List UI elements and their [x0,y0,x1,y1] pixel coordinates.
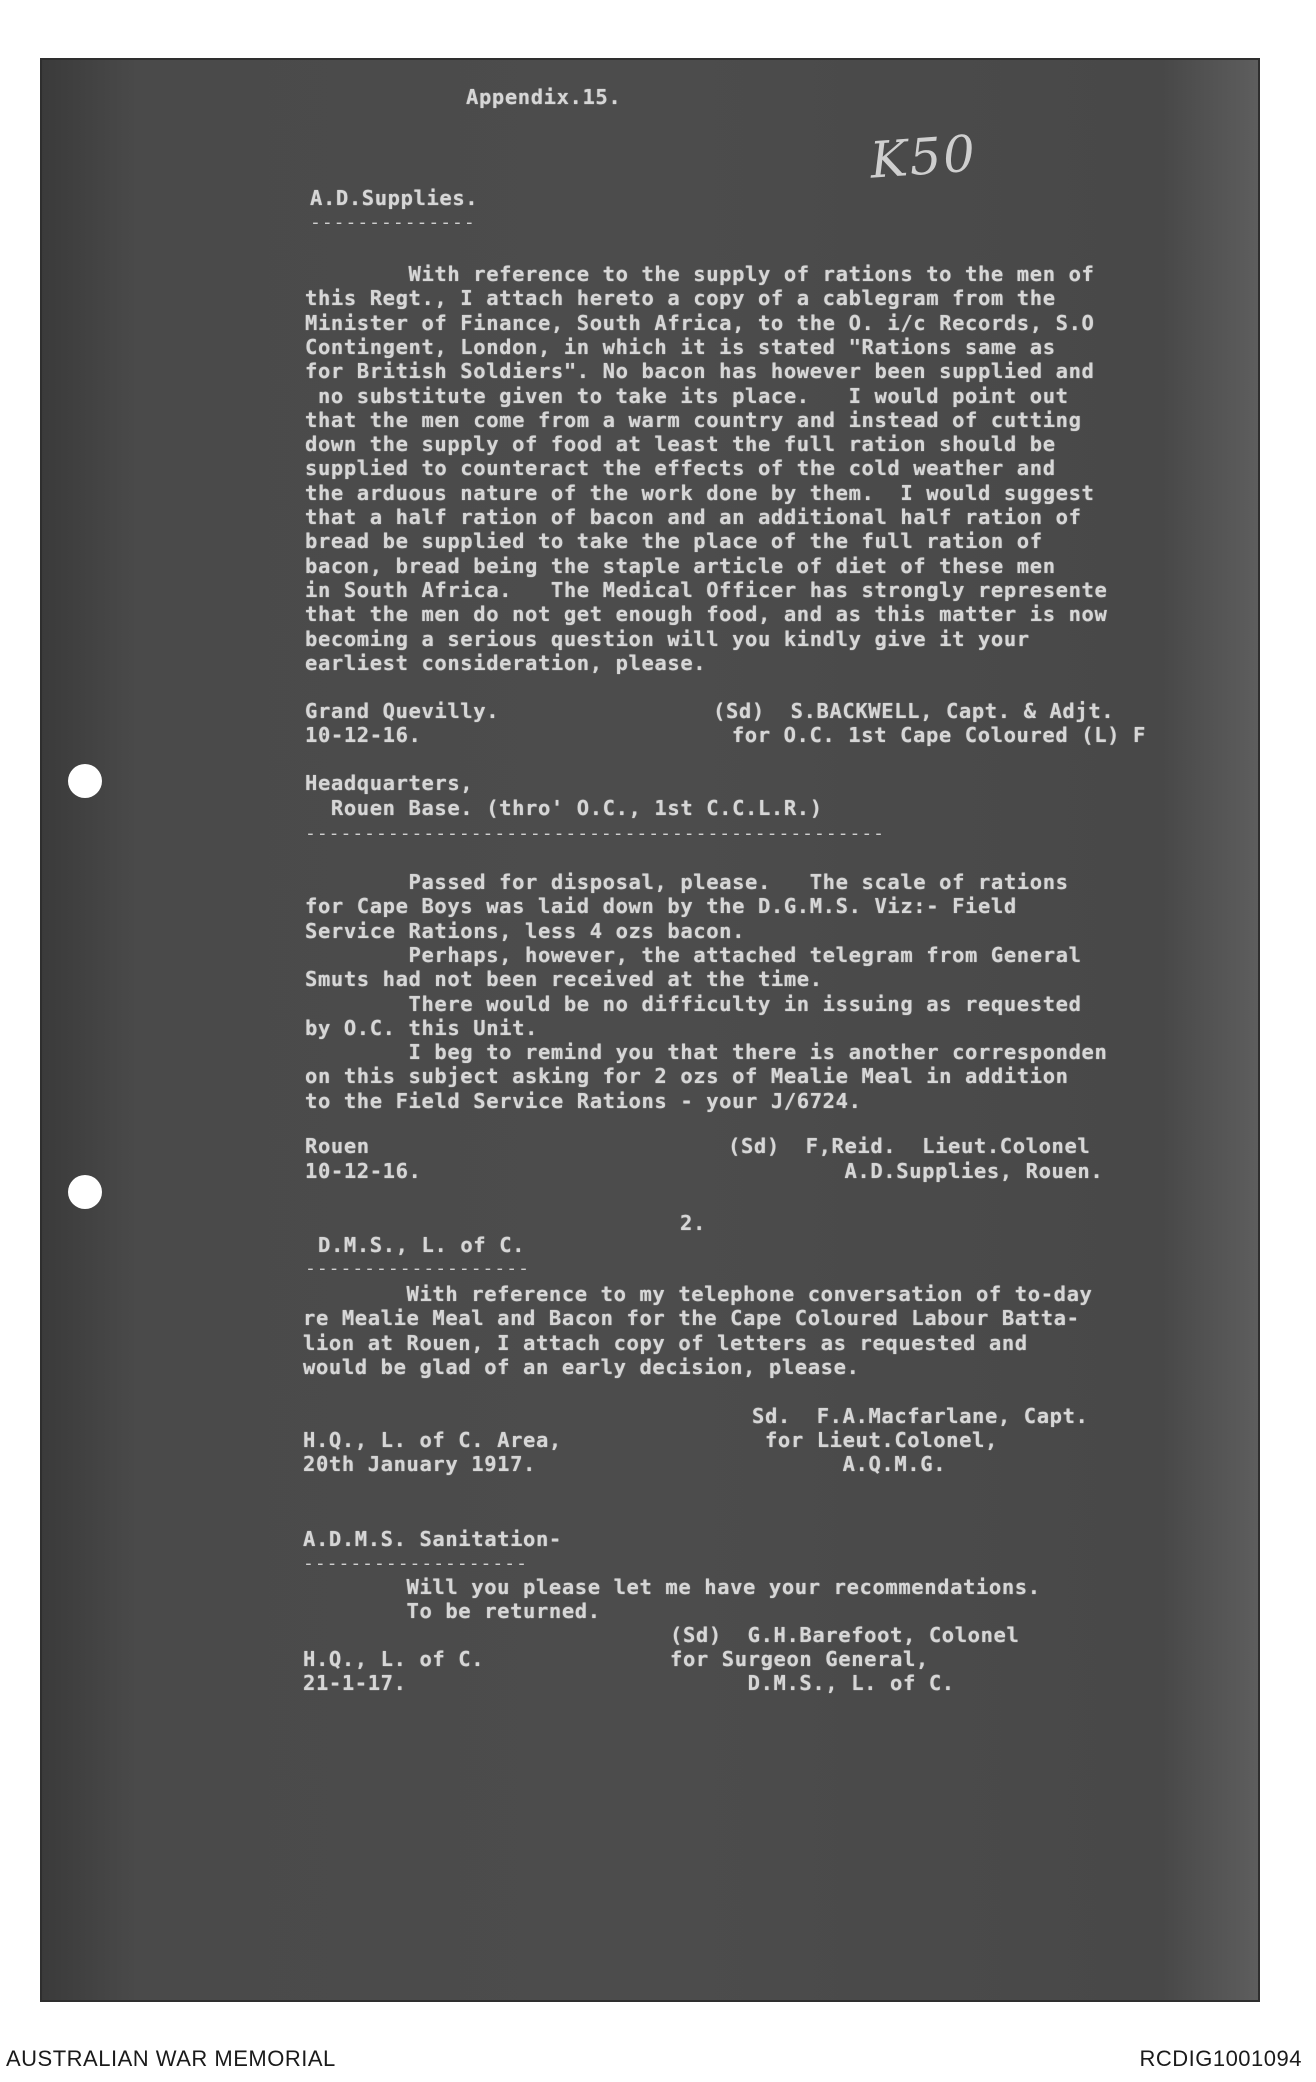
appendix-label: Appendix.15. [466,85,622,109]
punch-hole [68,764,102,798]
body-line: that the men come from a warm country and instead of cutting [305,407,1082,432]
body-line: no substitute given to take its place. I would point out [305,383,1069,408]
footer-institution: AUSTRALIAN WAR MEMORIAL [6,2046,336,2071]
signature-line: for O.C. 1st Cape Coloured (L) F [693,723,1146,747]
body-line: supplied to counteract the effects of the cold weather and [305,456,1056,481]
body-line: by O.C. this Unit. [305,1015,538,1040]
signature-line: for Lieut.Colonel, [752,1428,998,1452]
heading-underline: ------------------------------------------------- [305,823,886,844]
body-line: Minister of Finance, South Africa, to the O. i/c Records, S.O [305,310,1095,335]
signature-line: (Sd) S.BACKWELL, Capt. & Adjt. [713,699,1115,723]
body-line: re Mealie Meal and Bacon for the Cape Coloured Labour Batta- [303,1306,1080,1331]
body-line: Perhaps, however, the attached telegram from General [305,942,1082,967]
body-line: in South Africa. The Medical Officer has strongly represente [305,577,1108,602]
body-line: Service Rations, less 4 ozs bacon. [305,918,746,943]
addressee-line: Headquarters, [305,771,474,795]
body-line: Will you please let me have your recommendations. [303,1575,1041,1599]
body-line: for British Soldiers". No bacon has however been supplied and [305,359,1095,384]
body-line: I beg to remind you that there is another corresponden [305,1040,1108,1065]
signature-line: (Sd) G.H.Barefoot, Colonel [670,1623,1020,1647]
body-line: Contingent, London, in which it is stated "Rations same as [305,334,1056,359]
body-line: on this subject asking for 2 ozs of Mealie Meal in addition [305,1064,1069,1089]
place: Rouen [305,1134,370,1158]
place: H.Q., L. of C. [303,1647,485,1671]
body-line: down the supply of food at least the full ration should be [305,432,1056,457]
footer-record-id: RCDIG1001094 [1139,2046,1302,2071]
body-line: bread be supplied to take the place of the full ration of [305,529,1043,554]
heading-underline: -------------- [310,212,476,233]
signature-line: D.M.S., L. of C. [670,1671,955,1695]
handwritten-annotation: K50 [868,124,979,190]
body-line: There would be no difficulty in issuing as requested [305,991,1082,1016]
place: H.Q., L. of C. Area, [303,1428,562,1452]
body-line: that a half ration of bacon and an additional half ration of [305,505,1082,529]
heading-underline: ------------------- [305,1258,530,1279]
signature-line: Sd. F.A.Macfarlane, Capt. [752,1404,1089,1428]
body-line: to the Field Service Rations - your J/6724. [305,1088,862,1113]
addressee-line: Rouen Base. (thro' O.C., 1st C.C.L.R.) [305,796,823,820]
body-line: lion at Rouen, I attach copy of letters as requested and [303,1330,1028,1355]
section-heading: D.M.S., L. of C. [318,1233,526,1257]
body-line: With reference to my telephone conversation of to-day [303,1282,1093,1306]
body-line: would be glad of an early decision, please. [303,1354,860,1379]
body-line: Passed for disposal, please. The scale of rations [305,870,1069,894]
body-line: becoming a serious question will you kindly give it your [305,626,1030,651]
signature-line: for Surgeon General, [670,1647,929,1671]
body-line: that the men do not get enough food, and as this matter is now [305,602,1108,627]
date: 10-12-16. [305,723,422,747]
signature-line: A.D.Supplies, Rouen. [728,1159,1104,1183]
body-line: With reference to the supply of rations to the men of [305,262,1095,286]
body-line: To be returned. [303,1599,601,1624]
section-heading: A.D.Supplies. [310,186,479,210]
page-number: 2. [680,1211,706,1235]
heading-underline: ------------------- [303,1553,528,1574]
signature-line: (Sd) F,Reid. Lieut.Colonel [728,1134,1091,1158]
section-heading: A.D.M.S. Sanitation- [303,1527,562,1551]
body-line: bacon, bread being the staple article of diet of these men [305,553,1056,578]
body-line: for Cape Boys was laid down by the D.G.M.S. Viz:- Field [305,894,1017,919]
date: 21-1-17. [303,1671,407,1695]
signature-line: A.Q.M.G. [752,1452,947,1476]
date: 20th January 1917. [303,1452,536,1476]
body-line: earliest consideration, please. [305,650,707,675]
body-line: Smuts had not been received at the time. [305,967,823,992]
body-line: the arduous nature of the work done by them. I would suggest [305,480,1095,505]
body-line: this Regt., I attach hereto a copy of a cablegram from the [305,286,1056,311]
place: Grand Quevilly. [305,699,500,723]
punch-hole [68,1175,102,1209]
date: 10-12-16. [305,1159,422,1183]
